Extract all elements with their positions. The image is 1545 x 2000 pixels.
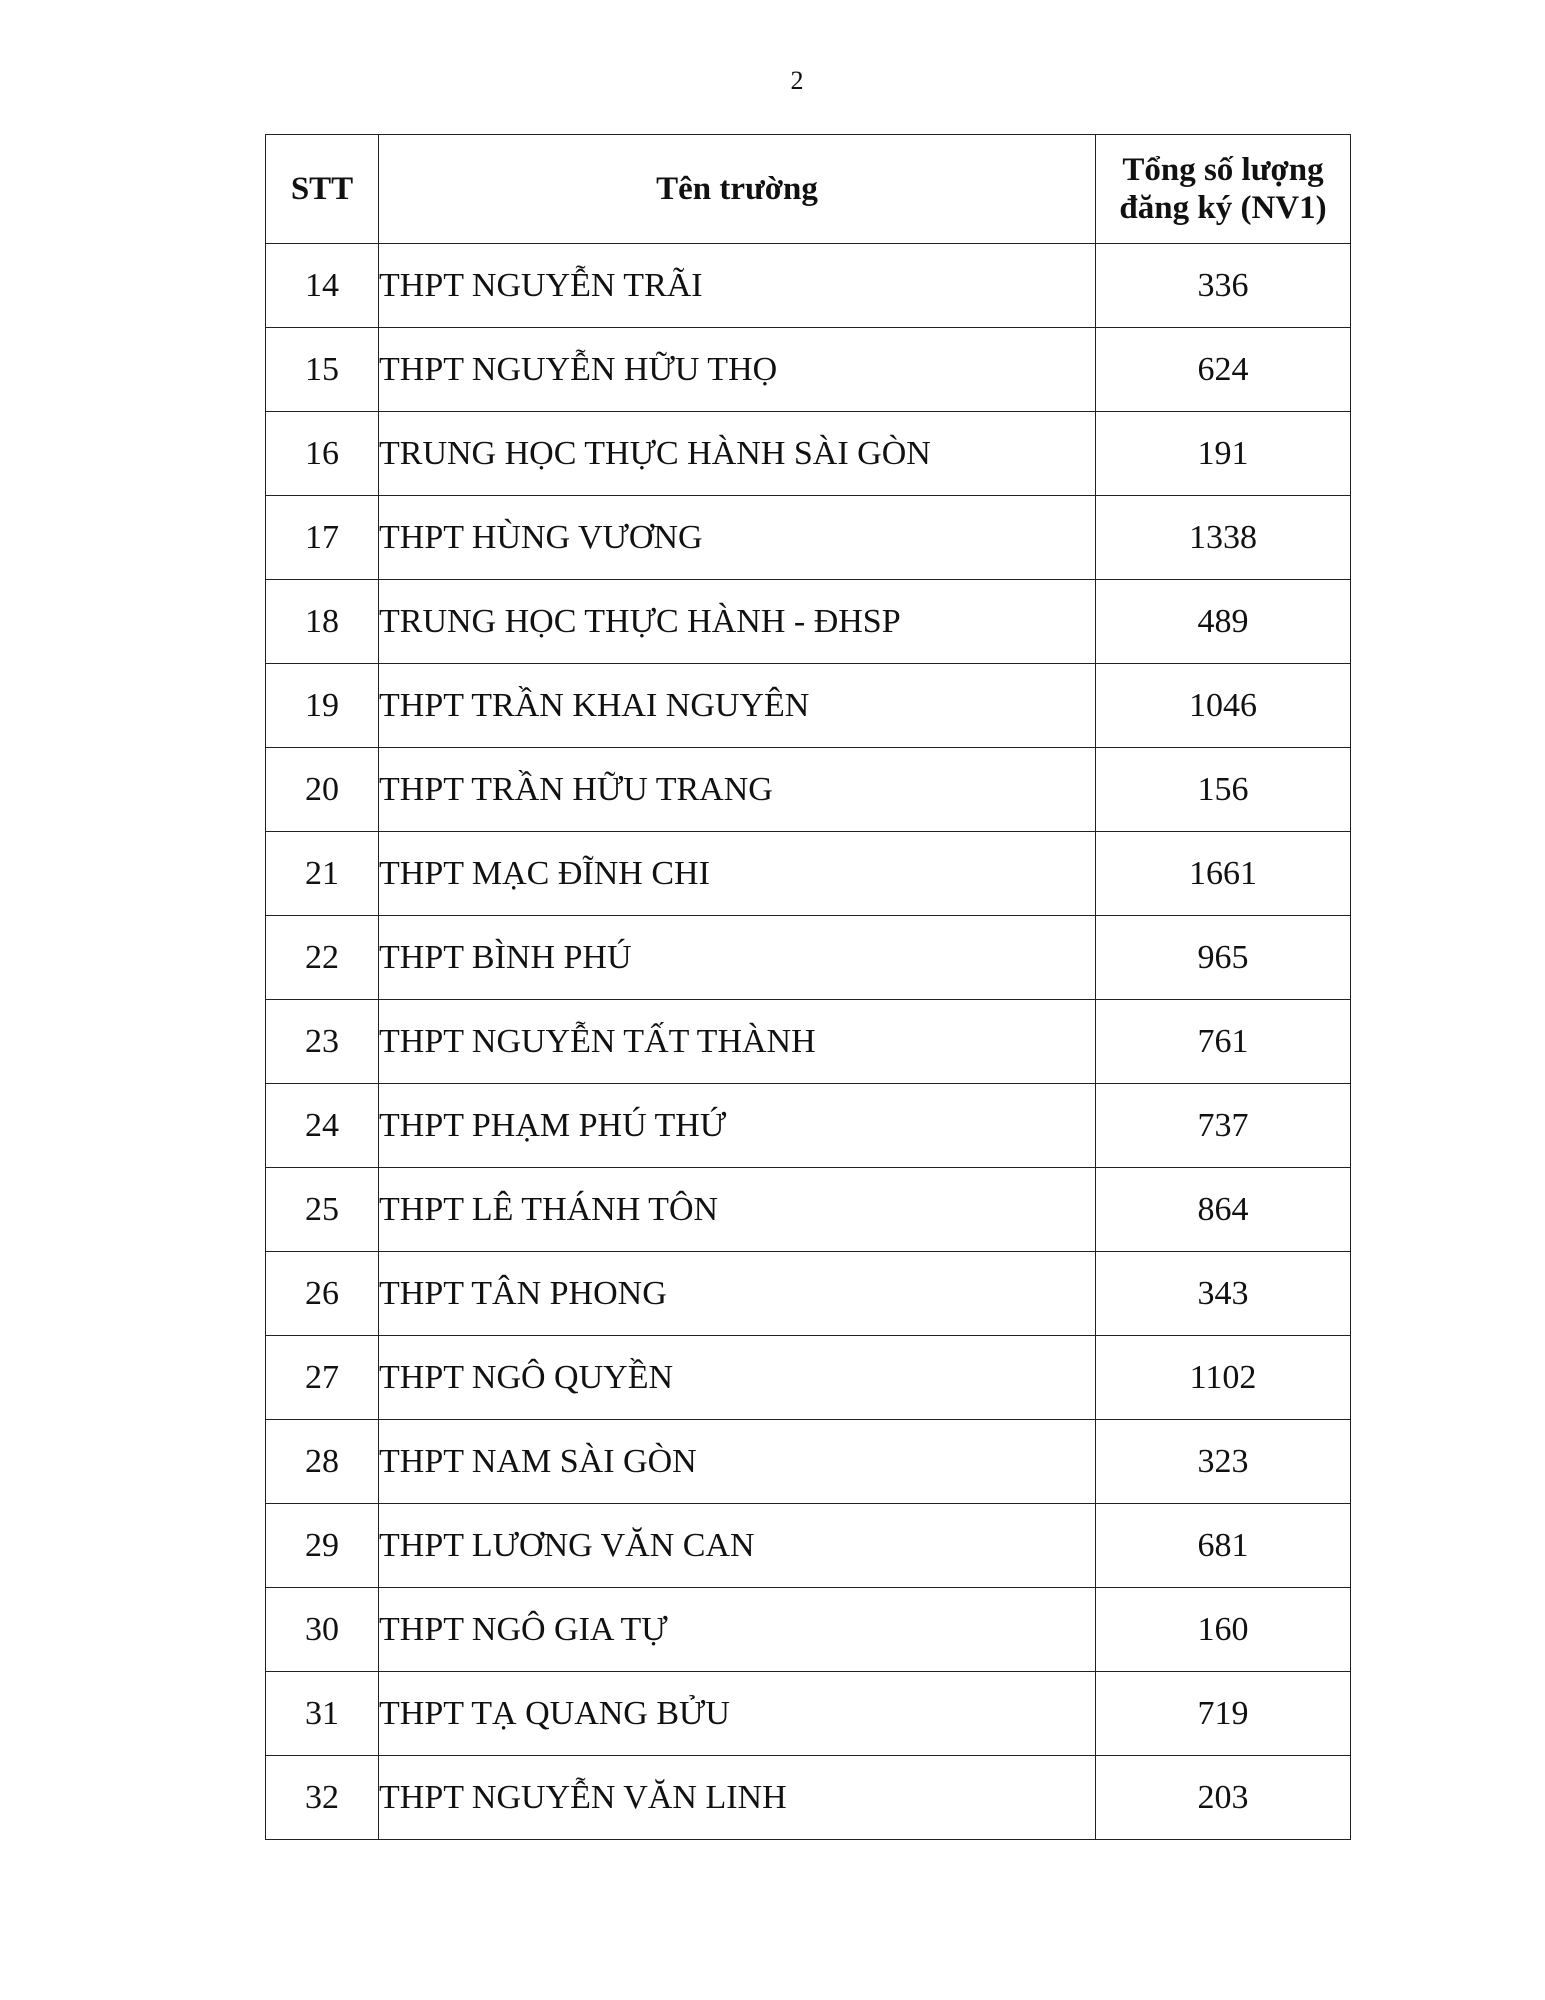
row-total-cell: 1338 [1096, 496, 1351, 580]
row-stt-cell: 16 [266, 412, 379, 496]
row-total-cell: 1661 [1096, 832, 1351, 916]
row-stt-cell: 31 [266, 1672, 379, 1756]
row-school-name-cell: THPT PHẠM PHÚ THỨ [379, 1084, 1096, 1168]
table-row [266, 916, 1351, 1000]
table-row [266, 1336, 1351, 1420]
row-total-cell: 761 [1096, 1000, 1351, 1084]
row-school-name-cell: THPT NGUYỄN HỮU THỌ [379, 328, 1096, 412]
table-row [266, 580, 1351, 664]
row-stt-cell: 18 [266, 580, 379, 664]
row-stt-cell: 26 [266, 1252, 379, 1336]
table-row [266, 1756, 1351, 1840]
row-stt-cell: 27 [266, 1336, 379, 1420]
row-stt-cell: 14 [266, 244, 379, 328]
table-header [266, 135, 1351, 244]
table-row [266, 1084, 1351, 1168]
table-row [266, 1252, 1351, 1336]
row-total-cell: 343 [1096, 1252, 1351, 1336]
row-school-name-cell: THPT TẠ QUANG BỬU [379, 1672, 1096, 1756]
row-school-name-cell: THPT TÂN PHONG [379, 1252, 1096, 1336]
row-stt-cell: 32 [266, 1756, 379, 1840]
row-school-name-cell: THPT NGUYỄN VĂN LINH [379, 1756, 1096, 1840]
row-stt-cell: 22 [266, 916, 379, 1000]
table-row [266, 412, 1351, 496]
header-row [266, 135, 1351, 244]
row-stt-cell: 15 [266, 328, 379, 412]
table-row [266, 1168, 1351, 1252]
row-total-cell: 1046 [1096, 664, 1351, 748]
row-school-name-cell: THPT MẠC ĐĨNH CHI [379, 832, 1096, 916]
row-school-name-cell: THPT HÙNG VƯƠNG [379, 496, 1096, 580]
row-stt-cell: 21 [266, 832, 379, 916]
header-total-line-2: đăng ký (NV1) [1119, 190, 1327, 226]
row-total-cell: 681 [1096, 1504, 1351, 1588]
table-row [266, 1420, 1351, 1504]
table-row [266, 1000, 1351, 1084]
table-row [266, 496, 1351, 580]
row-total-cell: 719 [1096, 1672, 1351, 1756]
row-total-cell: 323 [1096, 1420, 1351, 1504]
table-row [266, 1672, 1351, 1756]
row-total-cell: 191 [1096, 412, 1351, 496]
row-stt-cell: 29 [266, 1504, 379, 1588]
row-stt-cell: 23 [266, 1000, 379, 1084]
row-school-name-cell: THPT NGÔ QUYỀN [379, 1336, 1096, 1420]
row-school-name-cell: TRUNG HỌC THỰC HÀNH SÀI GÒN [379, 412, 1096, 496]
registration-table [265, 134, 1351, 1840]
row-school-name-cell: TRUNG HỌC THỰC HÀNH - ĐHSP [379, 580, 1096, 664]
row-total-cell: 489 [1096, 580, 1351, 664]
row-total-cell: 624 [1096, 328, 1351, 412]
row-school-name-cell: THPT TRẦN HỮU TRANG [379, 748, 1096, 832]
row-total-cell: 160 [1096, 1588, 1351, 1672]
header-stt: STT [266, 135, 379, 244]
page-number: 2 [790, 66, 804, 95]
row-school-name-cell: THPT TRẦN KHAI NGUYÊN [379, 664, 1096, 748]
row-total-cell: 336 [1096, 244, 1351, 328]
row-total-cell: 864 [1096, 1168, 1351, 1252]
row-school-name-cell: THPT LÊ THÁNH TÔN [379, 1168, 1096, 1252]
table-row [266, 244, 1351, 328]
row-total-cell: 965 [1096, 916, 1351, 1000]
row-stt-cell: 20 [266, 748, 379, 832]
header-total-registrations [1096, 135, 1351, 244]
row-total-cell: 1102 [1096, 1336, 1351, 1420]
row-total-cell: 203 [1096, 1756, 1351, 1840]
row-school-name-cell: THPT NAM SÀI GÒN [379, 1420, 1096, 1504]
row-total-cell: 156 [1096, 748, 1351, 832]
row-stt-cell: 19 [266, 664, 379, 748]
row-school-name-cell: THPT NGÔ GIA TỰ [379, 1588, 1096, 1672]
header-school-name: Tên trường [379, 135, 1096, 244]
table-row [266, 832, 1351, 916]
table-body [266, 244, 1351, 1840]
row-school-name-cell: THPT NGUYỄN TẤT THÀNH [379, 1000, 1096, 1084]
table-row [266, 664, 1351, 748]
row-school-name-cell: THPT NGUYỄN TRÃI [379, 244, 1096, 328]
table-row [266, 748, 1351, 832]
row-stt-cell: 17 [266, 496, 379, 580]
row-stt-cell: 24 [266, 1084, 379, 1168]
table-row [266, 1504, 1351, 1588]
row-stt-cell: 28 [266, 1420, 379, 1504]
row-total-cell: 737 [1096, 1084, 1351, 1168]
row-school-name-cell: THPT LƯƠNG VĂN CAN [379, 1504, 1096, 1588]
header-total-line-1: Tổng số lượng [1122, 152, 1324, 188]
table-row [266, 1588, 1351, 1672]
table-row [266, 328, 1351, 412]
row-school-name-cell: THPT BÌNH PHÚ [379, 916, 1096, 1000]
row-stt-cell: 30 [266, 1588, 379, 1672]
row-stt-cell: 25 [266, 1168, 379, 1252]
